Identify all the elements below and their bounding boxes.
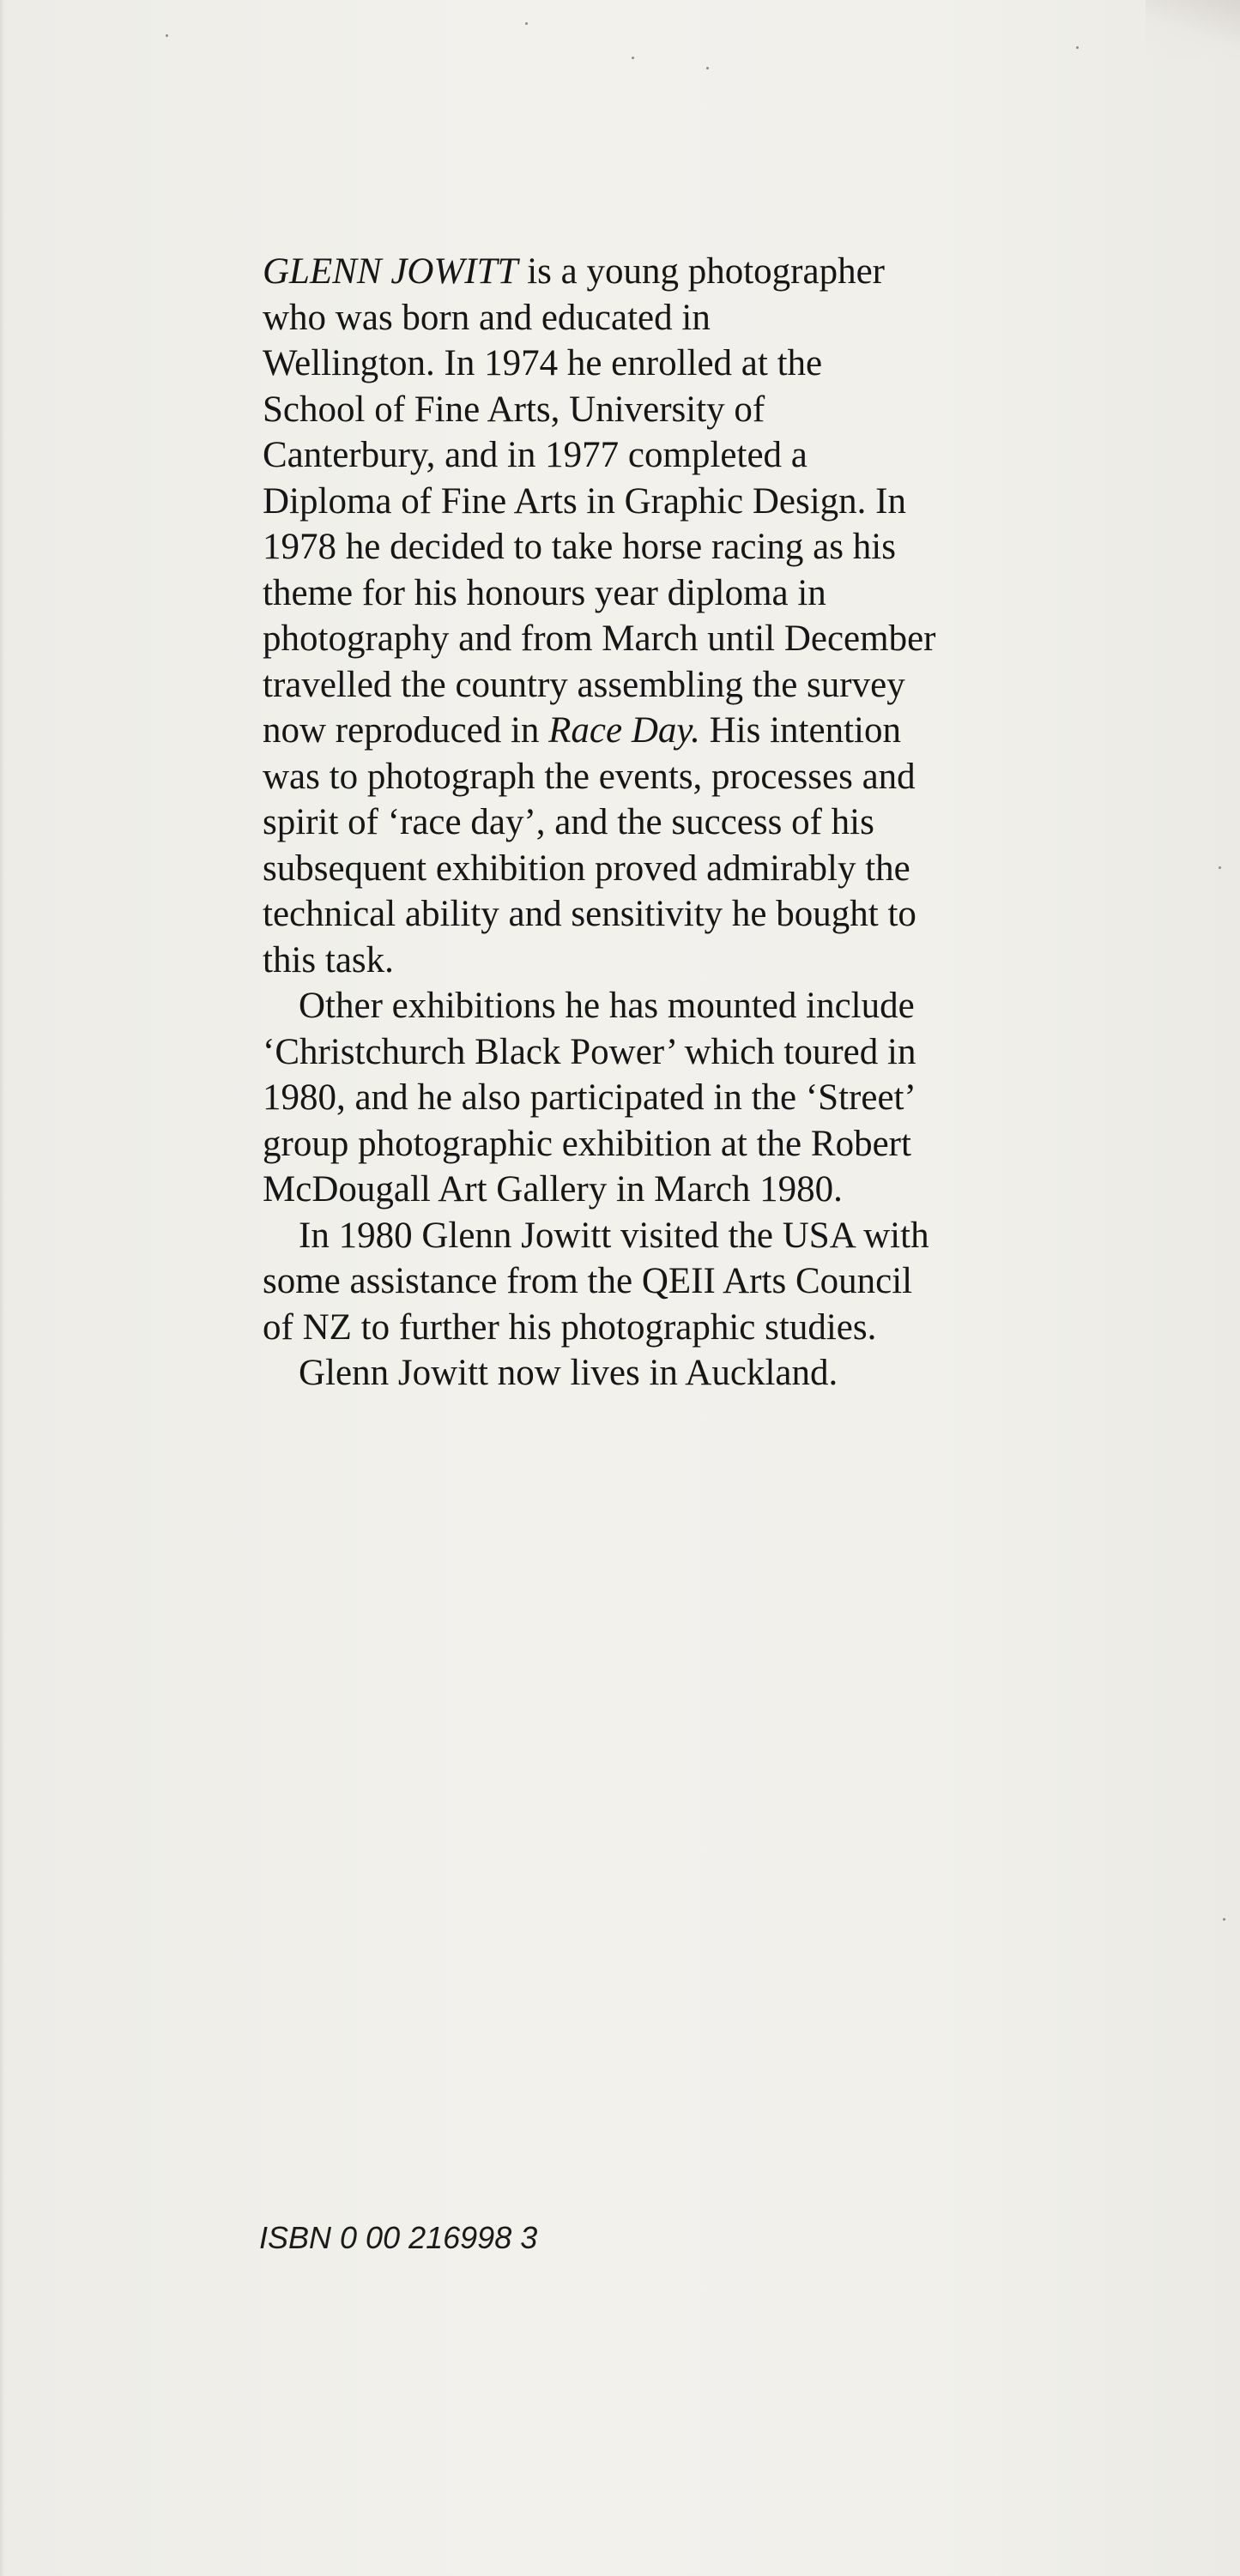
- bio-line: Canterbury, and in 1977 completed a: [263, 435, 808, 475]
- bio-text: now reproduced in: [263, 710, 549, 751]
- bio-line: [263, 249, 1155, 295]
- bio-line: School of Fine Arts, University of: [263, 389, 765, 430]
- bio-paragraph-exhibitions: [263, 983, 1155, 1213]
- print-speck: [1223, 1918, 1225, 1921]
- bio-line: some assistance from the QEII Arts Council: [263, 1261, 913, 1301]
- bio-paragraph-residence: [263, 1350, 1155, 1397]
- bio-line: McDougall Art Gallery in March 1980.: [263, 1169, 843, 1210]
- bio-line: was to photograph the events, processes and: [263, 756, 916, 797]
- bio-line: Other exhibitions he has mounted include: [299, 986, 915, 1026]
- bio-line: photography and from March until December: [263, 618, 936, 659]
- bio-line: 1978 he decided to take horse racing as his: [263, 527, 896, 567]
- bio-paragraph-intro: [263, 249, 1155, 983]
- book-title: Race Day.: [548, 710, 700, 751]
- bio-line: travelled the country assembling the survey: [263, 664, 905, 705]
- bio-line: spirit of ‘race day’, and the success of his: [263, 802, 874, 842]
- bio-line: technical ability and sensitivity he bought to: [263, 894, 916, 934]
- print-speck: [1219, 866, 1221, 869]
- bio-text: His intention: [699, 710, 901, 751]
- bio-line: who was born and educated in: [263, 297, 711, 338]
- print-speck: [166, 34, 168, 37]
- print-speck: [706, 67, 709, 69]
- bio-line: In 1980 Glenn Jowitt visited the USA with: [299, 1215, 929, 1256]
- bio-text: is a young photographer: [517, 251, 885, 292]
- bio-line: theme for his honours year diploma in: [263, 572, 826, 613]
- cover-left-edge-shadow: [0, 0, 5, 2576]
- bio-line: Diploma of Fine Arts in Graphic Design. In: [263, 480, 907, 522]
- print-speck: [632, 57, 634, 59]
- bio-line: Wellington. In 1974 he enrolled at the: [263, 343, 823, 383]
- bio-line: ‘Christchurch Black Power’ which toured in: [263, 1031, 916, 1072]
- bio-line: Glenn Jowitt now lives in Auckland.: [299, 1353, 838, 1393]
- bio-line: of NZ to further his photographic studies.: [263, 1306, 877, 1348]
- bio-paragraph-usa-visit: [263, 1213, 1155, 1351]
- print-speck: [1076, 46, 1079, 49]
- isbn-number: ISBN 0 00 216998 3: [259, 2220, 538, 2255]
- author-biography: [263, 249, 1155, 1397]
- bio-line: this task.: [263, 939, 394, 980]
- author-name: GLENN JOWITT: [263, 251, 518, 292]
- bio-line: 1980, and he also participated in the ‘Street’: [263, 1077, 916, 1118]
- bio-line: [263, 708, 1155, 754]
- bio-line: subsequent exhibition proved admirably the: [263, 848, 910, 889]
- bio-line: group photographic exhibition at the Robert: [263, 1123, 911, 1164]
- print-speck: [525, 22, 528, 25]
- cover-corner-wear: [1146, 0, 1240, 60]
